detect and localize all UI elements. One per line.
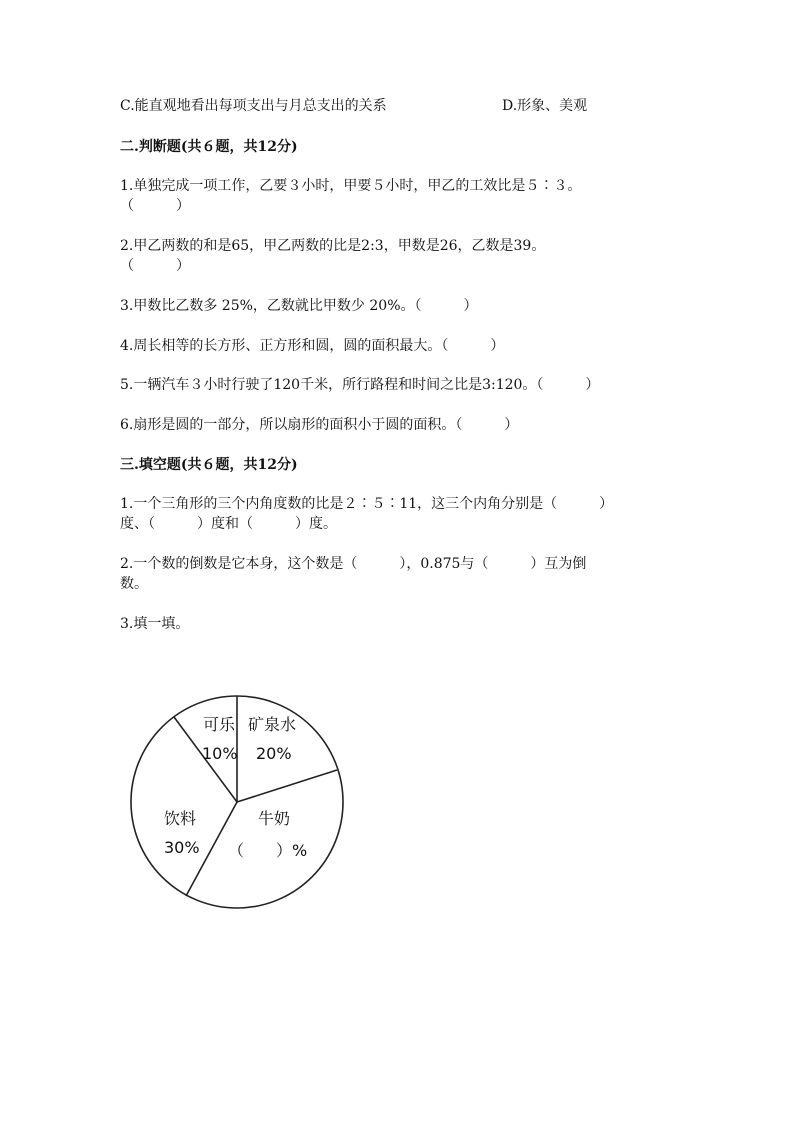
judge-question-2: 2.甲乙两数的和是65，甲乙两数的比是2:3，甲数是26，乙数是39。: [120, 238, 546, 254]
judge-question-5: 5.一辆汽车３小时行驶了120千米，所行路程和时间之比是3:120。（ ）: [120, 377, 600, 393]
slice-value-water: 20%: [256, 744, 292, 763]
slice-label-milk: 牛奶: [258, 809, 291, 828]
fill-question-2: 2.一个数的倒数是它本身，这个数是（ ），0.875与（ ）互为倒: [120, 556, 587, 572]
judge-question-6: 6.扇形是圆的一部分，所以扇形的面积小于圆的面积。（ ）: [120, 417, 519, 433]
option-d: D.形象、美观: [502, 98, 588, 114]
slice-value-drink: 30%: [164, 838, 200, 857]
slice-label-water: 矿泉水: [248, 715, 297, 734]
section-3-title: 三.填空题(共６题，共12分): [120, 457, 298, 473]
slice-value-milk: （ ）%: [228, 841, 308, 860]
judge-question-1-blank: （ ）: [120, 198, 190, 214]
slice-value-cola: 10%: [202, 744, 238, 763]
judge-question-2-blank: （ ）: [120, 258, 190, 274]
judge-question-4: 4.周长相等的长方形、正方形和圆，圆的面积最大。（ ）: [120, 338, 505, 354]
slice-label-cola: 可乐: [203, 715, 236, 734]
judge-question-1: 1.单独完成一项工作，乙要３小时，甲要５小时，甲乙的工效比是５∶３。: [120, 178, 582, 194]
slice-label-drink: 饮料: [164, 809, 197, 828]
section-2-title: 二.判断题(共６题，共12分): [120, 139, 298, 155]
fill-question-1-cont: 度、（ ）度和（ ）度。: [120, 516, 337, 532]
fill-question-1: 1.一个三角形的三个内角度数的比是２∶５∶11，这三个内角分别是（ ）: [120, 496, 614, 512]
fill-question-3: 3.填一填。: [120, 616, 190, 632]
option-c: C.能直观地看出每项支出与月总支出的关系: [120, 98, 387, 114]
pie-chart: [120, 690, 350, 915]
fill-question-2-cont: 数。: [120, 576, 148, 592]
judge-question-3: 3.甲数比乙数多 25%，乙数就比甲数少 20%。（ ）: [120, 298, 478, 314]
